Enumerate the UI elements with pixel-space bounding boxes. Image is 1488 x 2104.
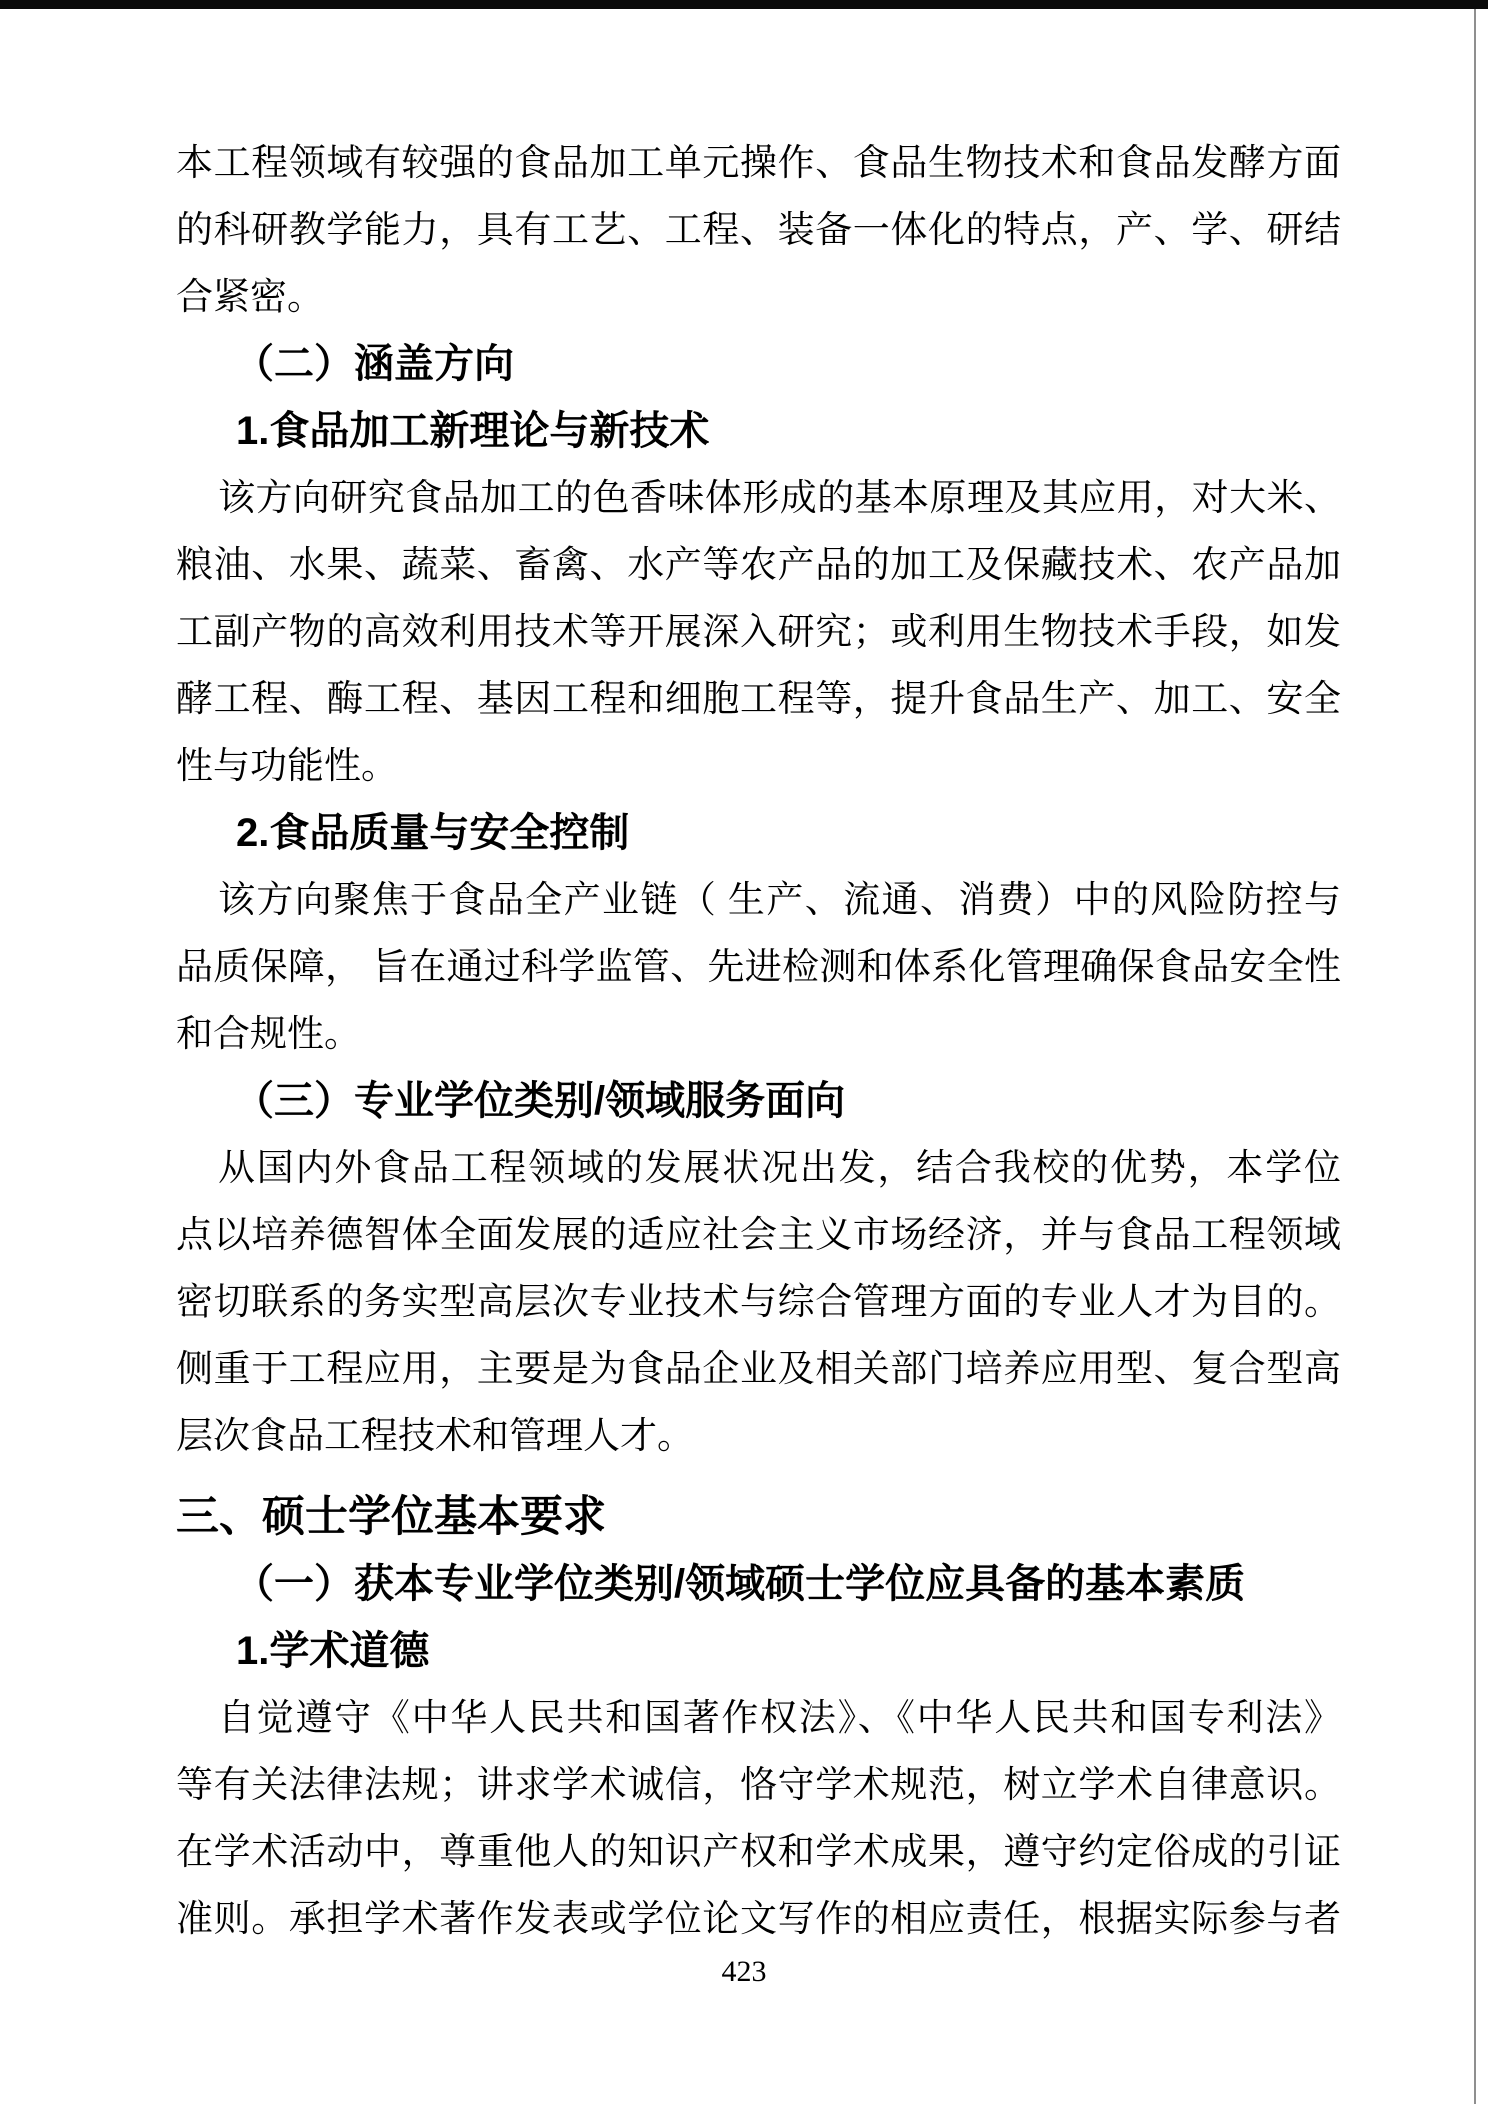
- text-line: 酵工程、酶工程、基因工程和细胞工程等，提升食品生产、加工、安全: [176, 679, 1341, 720]
- numbered-heading: 1.食品加工新理论与新技术: [236, 409, 710, 453]
- document-body: [176, 130, 1341, 1953]
- text-line: 品质保障， 旨在通过科学监管、先进检测和体系化管理确保食品安全性: [176, 947, 1341, 988]
- page-number: 423: [721, 1955, 767, 1988]
- text-line: 的科研教学能力，具有工艺、工程、装备一体化的特点，产、学、研结: [176, 210, 1341, 251]
- subsection-heading: （三）专业学位类别/领域服务面向: [234, 1079, 846, 1123]
- section-heading: 三、硕士学位基本要求: [176, 1493, 606, 1541]
- subsection-heading: （二）涵盖方向: [234, 342, 514, 386]
- numbered-heading: 2.食品质量与安全控制: [236, 811, 630, 855]
- text-line: 准则。承担学术著作发表或学位论文写作的相应责任，根据实际参与者: [176, 1899, 1341, 1940]
- text-line: 和合规性。: [176, 1014, 361, 1055]
- text-line: 点以培养德智体全面发展的适应社会主义市场经济，并与食品工程领域: [176, 1215, 1341, 1256]
- text-line: 该方向研究食品加工的色香味体形成的基本原理及其应用，对大米、: [218, 478, 1341, 519]
- text-line: 合紧密。: [176, 277, 324, 318]
- text-line: 密切联系的务实型高层次专业技术与综合管理方面的专业人才为目的。: [176, 1282, 1341, 1323]
- scan-artifact-right-line: [1474, 9, 1476, 2104]
- text-line: 本工程领域有较强的食品加工单元操作、食品生物技术和食品发酵方面: [176, 143, 1341, 184]
- text-line: 等有关法律法规；讲求学术诚信，恪守学术规范，树立学术自律意识。: [176, 1765, 1341, 1806]
- text-line: 粮油、水果、蔬菜、畜禽、水产等农产品的加工及保藏技术、农产品加: [176, 545, 1341, 586]
- paragraph: [176, 1685, 1341, 1953]
- paragraph: [176, 867, 1341, 1068]
- text-line: 从国内外食品工程领域的发展状况出发，结合我校的优势，本学位: [218, 1148, 1341, 1189]
- paragraph: [176, 1135, 1341, 1470]
- paragraph: [176, 465, 1341, 800]
- text-line: 在学术活动中，尊重他人的知识产权和学术成果，遵守约定俗成的引证: [176, 1832, 1341, 1873]
- text-line: 该方向聚焦于食品全产业链（ 生产、流通、消费）中的风险防控与: [218, 880, 1341, 921]
- text-line: 侧重于工程应用，主要是为食品企业及相关部门培养应用型、复合型高: [176, 1349, 1341, 1390]
- scan-artifact-top-bar: [0, 0, 1488, 9]
- text-line: 性与功能性。: [176, 746, 398, 787]
- paragraph: [176, 130, 1341, 331]
- numbered-heading: 1.学术道德: [236, 1629, 430, 1673]
- subsection-heading: （一）获本专业学位类别/领域硕士学位应具备的基本素质: [234, 1562, 1246, 1606]
- text-line: 层次食品工程技术和管理人才。: [176, 1416, 694, 1457]
- text-line: 工副产物的高效利用技术等开展深入研究；或利用生物技术手段，如发: [176, 612, 1341, 653]
- text-line: 自觉遵守《中华人民共和国著作权法》、《中华人民共和国专利法》: [218, 1698, 1341, 1739]
